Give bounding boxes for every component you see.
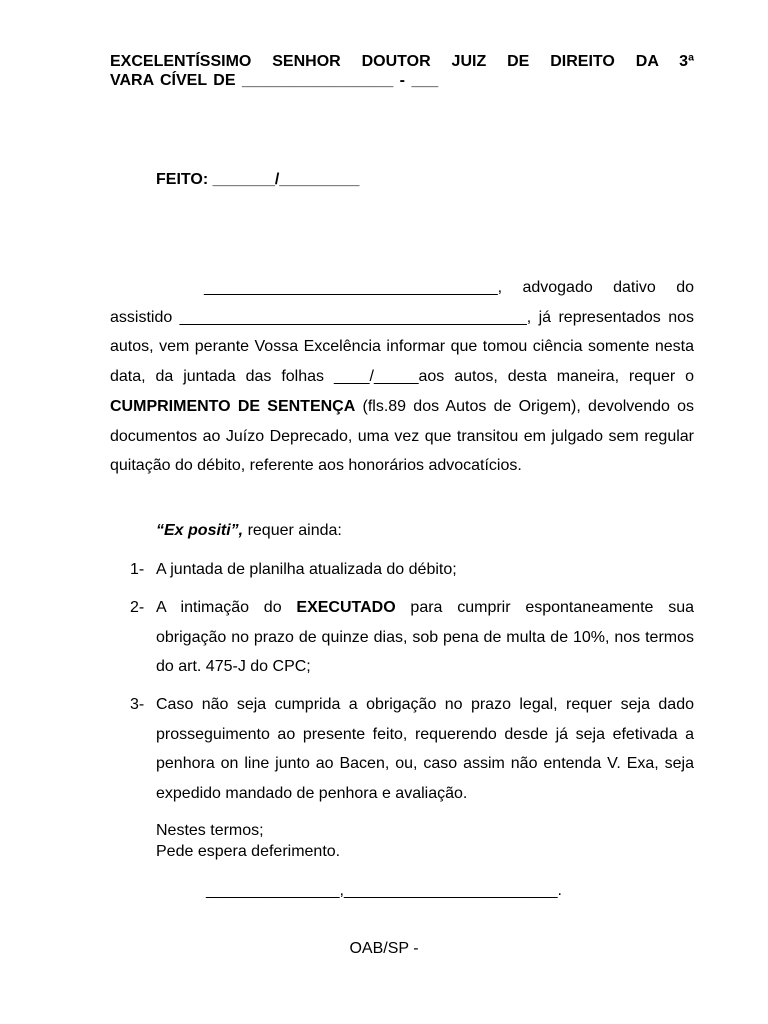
- feito-line: FEITO: _______/_________: [156, 171, 360, 188]
- request-item-1: [130, 555, 694, 585]
- item-number: 3-: [130, 696, 145, 713]
- closing-block: [156, 820, 340, 862]
- place-date-line: _______________,________________________.: [206, 882, 562, 899]
- body-text-part-1: _________________________________, advogado dativo do assistido _______________________________________, já representados nos autos, vem perante Vossa Excelência informar que tomou ciência somente nesta data, da juntada das folhas ____/_____aos autos, desta maneira, requer o: [110, 279, 694, 386]
- item-text: A juntada de planilha atualizada do débito;: [156, 561, 457, 578]
- ex-positi-line: [156, 516, 342, 546]
- request-item-2: [130, 593, 694, 682]
- heading-line-2: VARA CÍVEL DE _________________ - ___: [110, 72, 439, 89]
- body-paragraph: [110, 273, 694, 481]
- closing-line-1: Nestes termos;: [156, 822, 264, 839]
- item-number: 2-: [130, 599, 145, 616]
- request-item-3: [130, 690, 694, 809]
- item-text: [156, 593, 694, 682]
- closing-line-2: Pede espera deferimento.: [156, 843, 341, 860]
- ex-positi-rest: requer ainda:: [243, 522, 342, 539]
- item-text: Caso não seja cumprida a obrigação no prazo legal, requer seja dado prosseguimento ao presente feito, requerendo desde já seja efetivada a penhora on line junto ao Bacen, ou, caso assim não entenda V. Exa, seja expedido mandado de penhora e avaliação.: [156, 696, 694, 803]
- item-number: 1-: [130, 561, 145, 578]
- item-text-part-2: para cumprir espontaneamente sua obrigação no prazo de quinze dias, sob pena de multa de 10%, nos termos do art. 475-J do CPC;: [156, 599, 694, 676]
- oab-signature: OAB/SP -: [349, 940, 419, 957]
- heading-line-1: EXCELENTÍSSIMO SENHOR DOUTOR JUIZ DE DIREITO DA 3ª: [110, 53, 694, 70]
- item-text-part-1: A intimação do: [156, 599, 297, 616]
- body-text-bold: CUMPRIMENTO DE SENTENÇA: [110, 397, 356, 415]
- ex-positi-emphasis: “Ex positi”,: [156, 522, 244, 539]
- document-heading: [110, 52, 694, 90]
- body-text-part-2: (fls.89 dos Autos de Origem), devolvendo os documentos ao Juízo Deprecado, uma vez que transitou em julgado sem regular quitação do débito, referente aos honorários advocatícios.: [110, 397, 695, 475]
- item-text-bold: EXECUTADO: [296, 599, 396, 616]
